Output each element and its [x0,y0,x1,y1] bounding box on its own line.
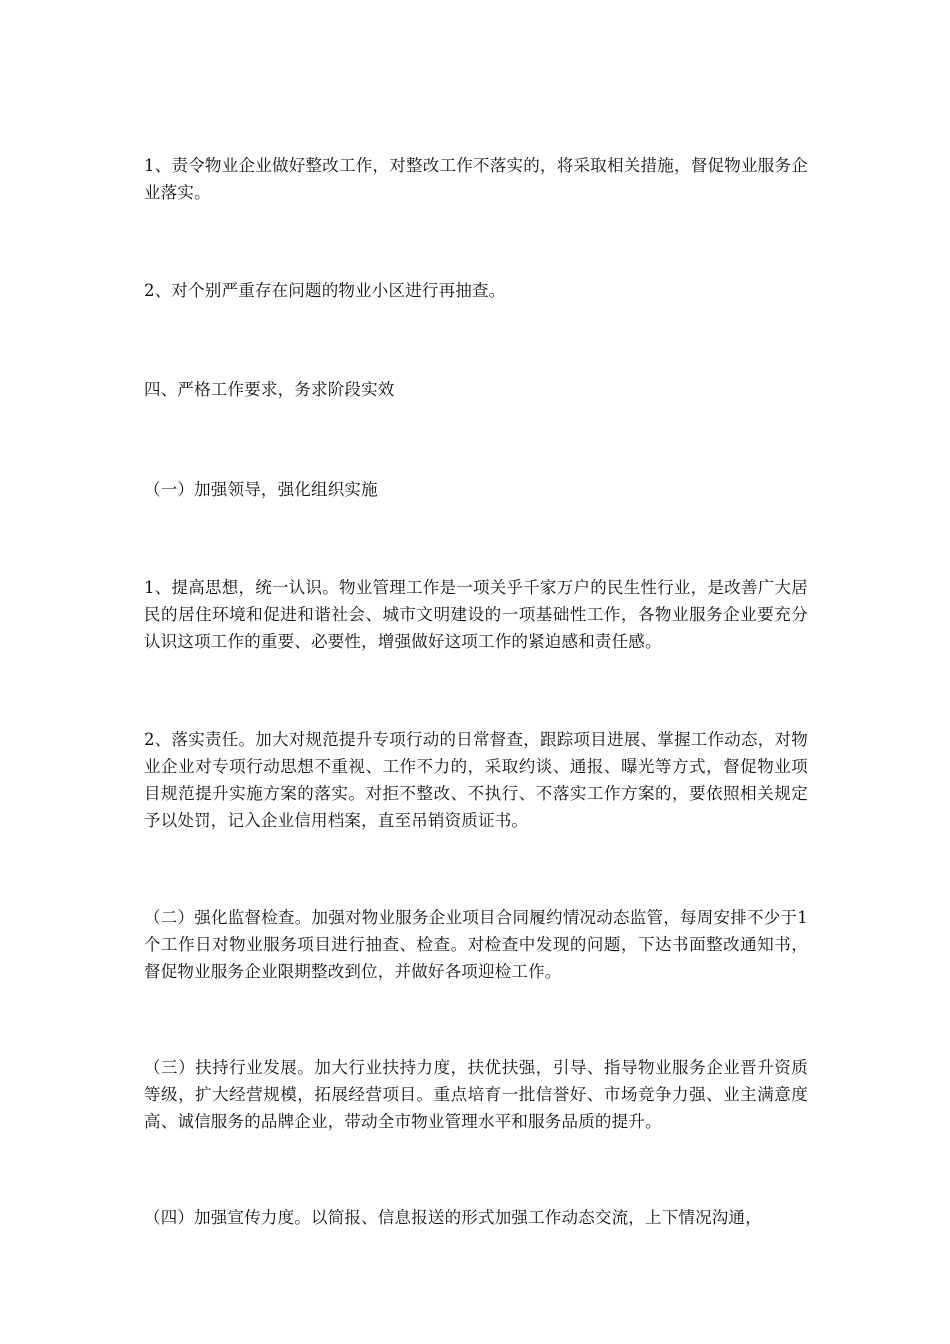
paragraph-6: （三）扶持行业发展。加大行业扶持力度，扶优扶强，引导、指导物业服务企业晋升资质等级，扩大经营规模，拓展经营项目。重点培育一批信誉好、市场竞争力强、业主满意度高、诚信服务的品牌企业，带动全市物业管理水平和服务品质的提升。 [144,1058,808,1131]
paragraph-3: 1、提高思想，统一认识。物业管理工作是一项关乎千家万户的民生性行业，是改善广大居民的居住环境和促进和谐社会、城市文明建设的一项基础性工作，各物业服务企业要充分认识这项工作的重要、必要性，增强做好这项工作的紧迫感和责任感。 [144,578,808,651]
paragraph-7: （四）加强宣传力度。以简报、信息报送的形式加强工作动态交流，上下情况沟通， [144,1208,762,1227]
paragraph-2: 2、对个别严重存在问题的物业小区进行再抽查。 [144,281,506,300]
paragraph-4: 2、落实责任。加大对规范提升专项行动的日常督查，跟踪项目进展、掌握工作动态，对物业企业对专项行动思想不重视、工作不力的，采取约谈、通报、曝光等方式，督促物业项目规范提升实施方案的落实。对拒不整改、不执行、不落实工作方案的，要依照相关规定予以处罚，记入企业信用档案，直至吊销资质证书。 [144,730,808,830]
section-heading-4: 四、严格工作要求，务求阶段实效 [144,380,395,399]
paragraph-1: 1、责令物业企业做好整改工作，对整改工作不落实的，将采取相关措施，督促物业服务企业落实。 [144,156,808,202]
subsection-heading-1: （一）加强领导，强化组织实施 [144,480,378,499]
paragraph-5: （二）强化监督检查。加强对物业服务企业项目合同履约情况动态监管，每周安排不少于1个工作日对物业服务项目进行抽查、检查。对检查中发现的问题，下达书面整改通知书，督促物业服务企业限期整改到位，并做好各项迎检工作。 [144,908,808,981]
